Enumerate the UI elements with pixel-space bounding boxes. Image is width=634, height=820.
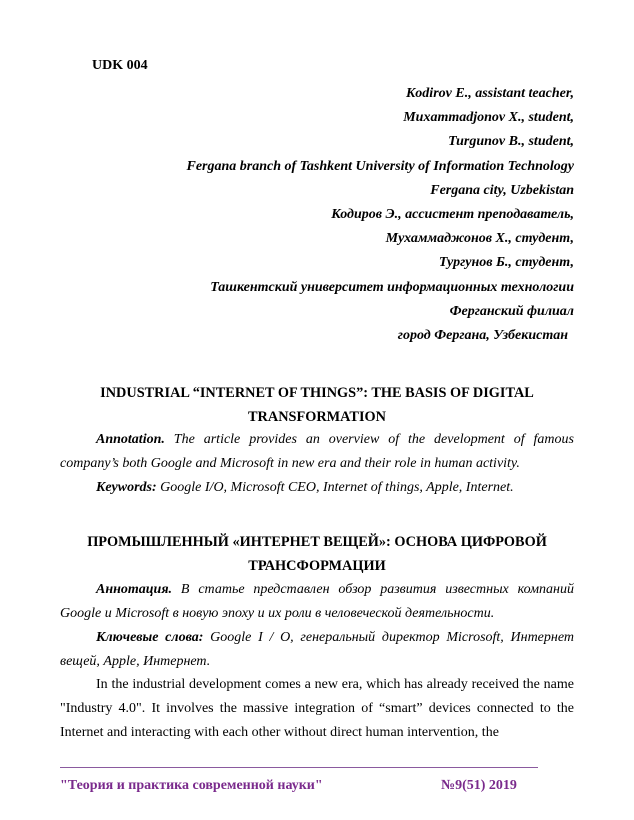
keywords-ru	[60, 626, 574, 673]
author-block	[74, 82, 574, 348]
keywords-en-text: Google I/O, Microsoft CEO, Internet of things, Apple, Internet.	[156, 480, 514, 495]
keywords-en	[60, 476, 574, 500]
annotation-en	[60, 428, 574, 475]
title-ru: ПРОМЫШЛЕННЫЙ «ИНТЕРНЕТ ВЕЩЕЙ»: ОСНОВА ЦИФРОВОЙ ТРАНСФОРМАЦИИ	[87, 534, 547, 574]
footer-rule	[60, 767, 538, 768]
issue-number: №9(51) 2019	[441, 778, 517, 793]
affiliation-en: Fergana branch of Tashkent University of Information Technology	[186, 158, 574, 174]
annotation-en-label: Annotation.	[96, 432, 165, 447]
author-line-en-3: Turgunov B., student,	[448, 134, 574, 150]
annotation-ru	[60, 578, 574, 625]
author-line-ru-1: Кодиров Э., ассистент преподаватель,	[331, 206, 574, 222]
location-en: Fergana city, Uzbekistan	[430, 182, 574, 198]
author-line-en-2: Muxammadjonov X., student,	[403, 110, 574, 126]
keywords-en-label: Keywords:	[96, 480, 157, 495]
annotation-ru-text: В статье представлен обзор развития известных компаний Google и Microsoft в новую эпоху и их роли в человеческой деятельности.	[60, 582, 574, 621]
author-line-ru-3: Тургунов Б., студент,	[438, 255, 574, 271]
journal-name: "Теория и практика современной науки"	[60, 778, 323, 793]
affiliation-ru: Ташкентский университет информационных технологии	[210, 279, 574, 295]
author-line-en-1: Kodirov E., assistant teacher,	[405, 86, 574, 101]
annotation-ru-label: Аннотация.	[96, 582, 173, 597]
keywords-ru-label: Ключевые слова:	[96, 630, 204, 645]
body-paragraph: In the industrial development comes a new era, which has already received the name "Industry 4.0". It involves the massive integration of “smart” devices connected to the Internet and interacting with each other without direct human intervention, the	[60, 677, 574, 740]
annotation-en-text: The article provides an overview of the development of famous company’s both Google and Microsoft in new era and their role in human activity.	[60, 432, 574, 471]
title-en: INDUSTRIAL “INTERNET OF THINGS”: THE BASIS OF DIGITAL TRANSFORMATION	[100, 385, 534, 425]
udk-code: UDK 004	[92, 58, 148, 73]
keywords-ru-text: Google I / O, генеральный директор Microsoft, Интернет вещей, Apple, Интернет.	[60, 630, 574, 669]
location-ru: город Фергана, Узбекистан	[397, 327, 568, 343]
branch-ru: Ферганский филиал	[449, 303, 574, 319]
author-line-ru-2: Мухаммаджонов Х., студент,	[385, 231, 574, 247]
